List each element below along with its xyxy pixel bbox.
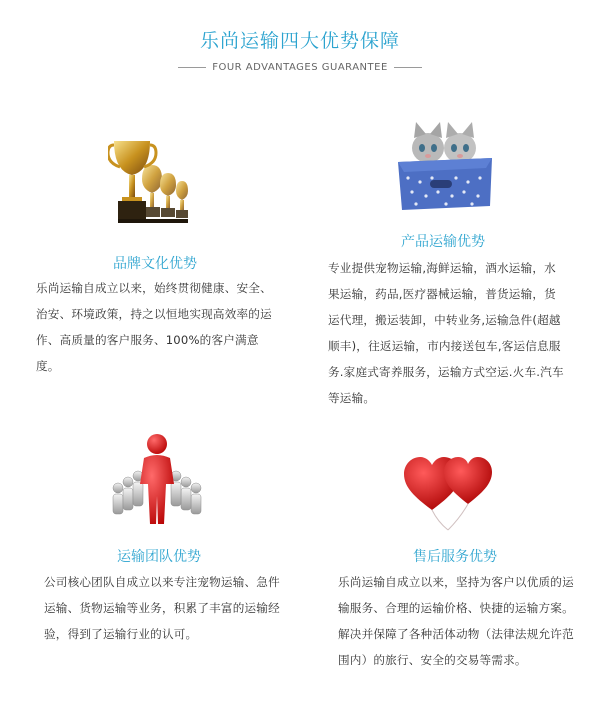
advantage-text-product: 专业提供宠物运输,海鲜运输，酒水运输，水果运输，药品,医疗器械运输，普货运输，货运代理，搬运装卸，中转业务,运输急件(超越顺丰)，往返运输，市内接送包车,客运信息服务.家庭式寄养服务，运输方式空运.火车.汽车等运输。 — [328, 261, 564, 405]
advantage-text-team: 公司核心团队自成立以来专注宠物运输、急件运输、货物运输等业务，积累了丰富的运输经验，得到了运输行业的认可。 — [44, 575, 280, 641]
subtitle-divider-right — [394, 67, 422, 68]
page-title: 乐尚运输四大优势保障 — [199, 30, 400, 52]
heart-balloons-icon — [402, 452, 502, 532]
advantage-title-product: 产品运输优势 — [401, 234, 485, 250]
advantage-text-brand: 乐尚运输自成立以来，始终贯彻健康、安全、治安、环境政策，持之以恒地实现高效率的运作、高质量的客户服务、100%的客户满意度。 — [36, 281, 272, 373]
subtitle-divider-left — [178, 67, 206, 68]
advantage-title-team: 运输团队优势 — [117, 549, 201, 565]
subtitle-row — [0, 62, 600, 73]
team-figures-icon — [110, 432, 204, 530]
kittens-in-box-icon — [392, 118, 498, 214]
advantage-title-brand: 品牌文化优势 — [113, 256, 197, 272]
advantage-title-aftersales: 售后服务优势 — [413, 549, 497, 565]
trophy-icon — [108, 135, 196, 230]
advantage-text-aftersales: 乐尚运输自成立以来，坚持为客户以优质的运输服务、合理的运输价格、快捷的运输方案。解决并保障了各种活体动物（法律法规允许范围内）的旅行、安全的交易等需求。 — [338, 575, 574, 667]
page-subtitle: FOUR ADVANTAGES GUARANTEE — [212, 62, 388, 73]
